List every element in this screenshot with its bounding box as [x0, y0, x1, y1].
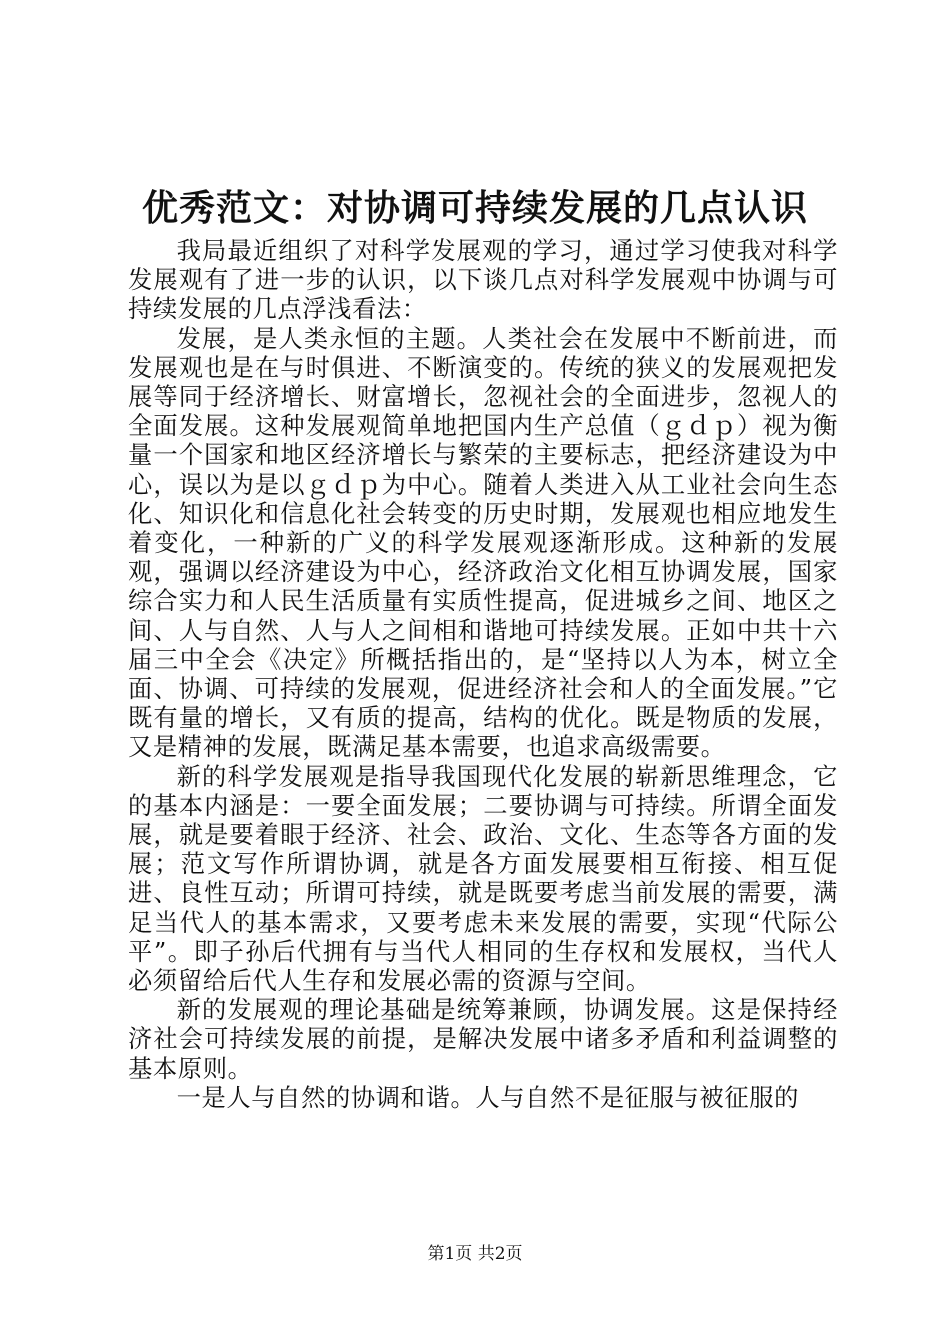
paragraph-3: 新的科学发展观是指导我国现代化发展的崭新思维理念，它的基本内涵是：一要全面发展；二要协调与可持续。所谓全面发展，就是要着眼于经济、社会、政治、文化、生态等各方面的发展；范文写作所谓协调，就是各方面发展要相互衔接、相互促进、良性互动；所谓可持续，就是既要考虑当前发展的需要，满足当代人的基本需求，又要考虑未来发展的需要，实现“代际公平”。即子孙后代拥有与当代人相同的生存权和发展权，当代人必须留给后代人生存和发展必需的资源与空间。: [128, 761, 838, 996]
paragraph-4: 新的发展观的理论基础是统筹兼顾，协调发展。这是保持经济社会可持续发展的前提，是解决发展中诸多矛盾和利益调整的基本原则。: [128, 995, 838, 1083]
paragraph-2: 发展，是人类永恒的主题。人类社会在发展中不断前进，而发展观也是在与时俱进、不断演变的。传统的狭义的发展观把发展等同于经济增长、财富增长，忽视社会的全面进步，忽视人的全面发展。这种发展观简单地把国内生产总值（ｇｄｐ）视为衡量一个国家和地区经济增长与繁荣的主要标志，把经济建设为中心，误以为是以ｇｄｐ为中心。随着人类进入从工业社会向生态化、知识化和信息化社会转变的历史时期，发展观也相应地发生着变化，一种新的广义的科学发展观逐渐形成。这种新的发展观，强调以经济建设为中心，经济政治文化相互协调发展，国家综合实力和人民生活质量有实质性提高，促进城乡之间、地区之间、人与自然、人与人之间相和谐地可持续发展。正如中共十六届三中全会《决定》所概括指出的，是“坚持以人为本，树立全面、协调、可持续的发展观，促进经济社会和人的全面发展。”它既有量的增长，又有质的提高，结构的优化。既是物质的发展，又是精神的发展，既满足基本需要，也追求高级需要。: [128, 323, 838, 762]
page-footer: 第1页 共2页: [427, 1244, 523, 1264]
document-title: 优秀范文：对协调可持续发展的几点认识: [141, 187, 808, 229]
document-body: [128, 236, 838, 1112]
paragraph-1: 我局最近组织了对科学发展观的学习，通过学习使我对科学发展观有了进一步的认识，以下谈几点对科学发展观中协调与可持续发展的几点浮浅看法：: [128, 236, 838, 324]
paragraph-5: 一是人与自然的协调和谐。人与自然不是征服与被征服的: [176, 1082, 800, 1112]
